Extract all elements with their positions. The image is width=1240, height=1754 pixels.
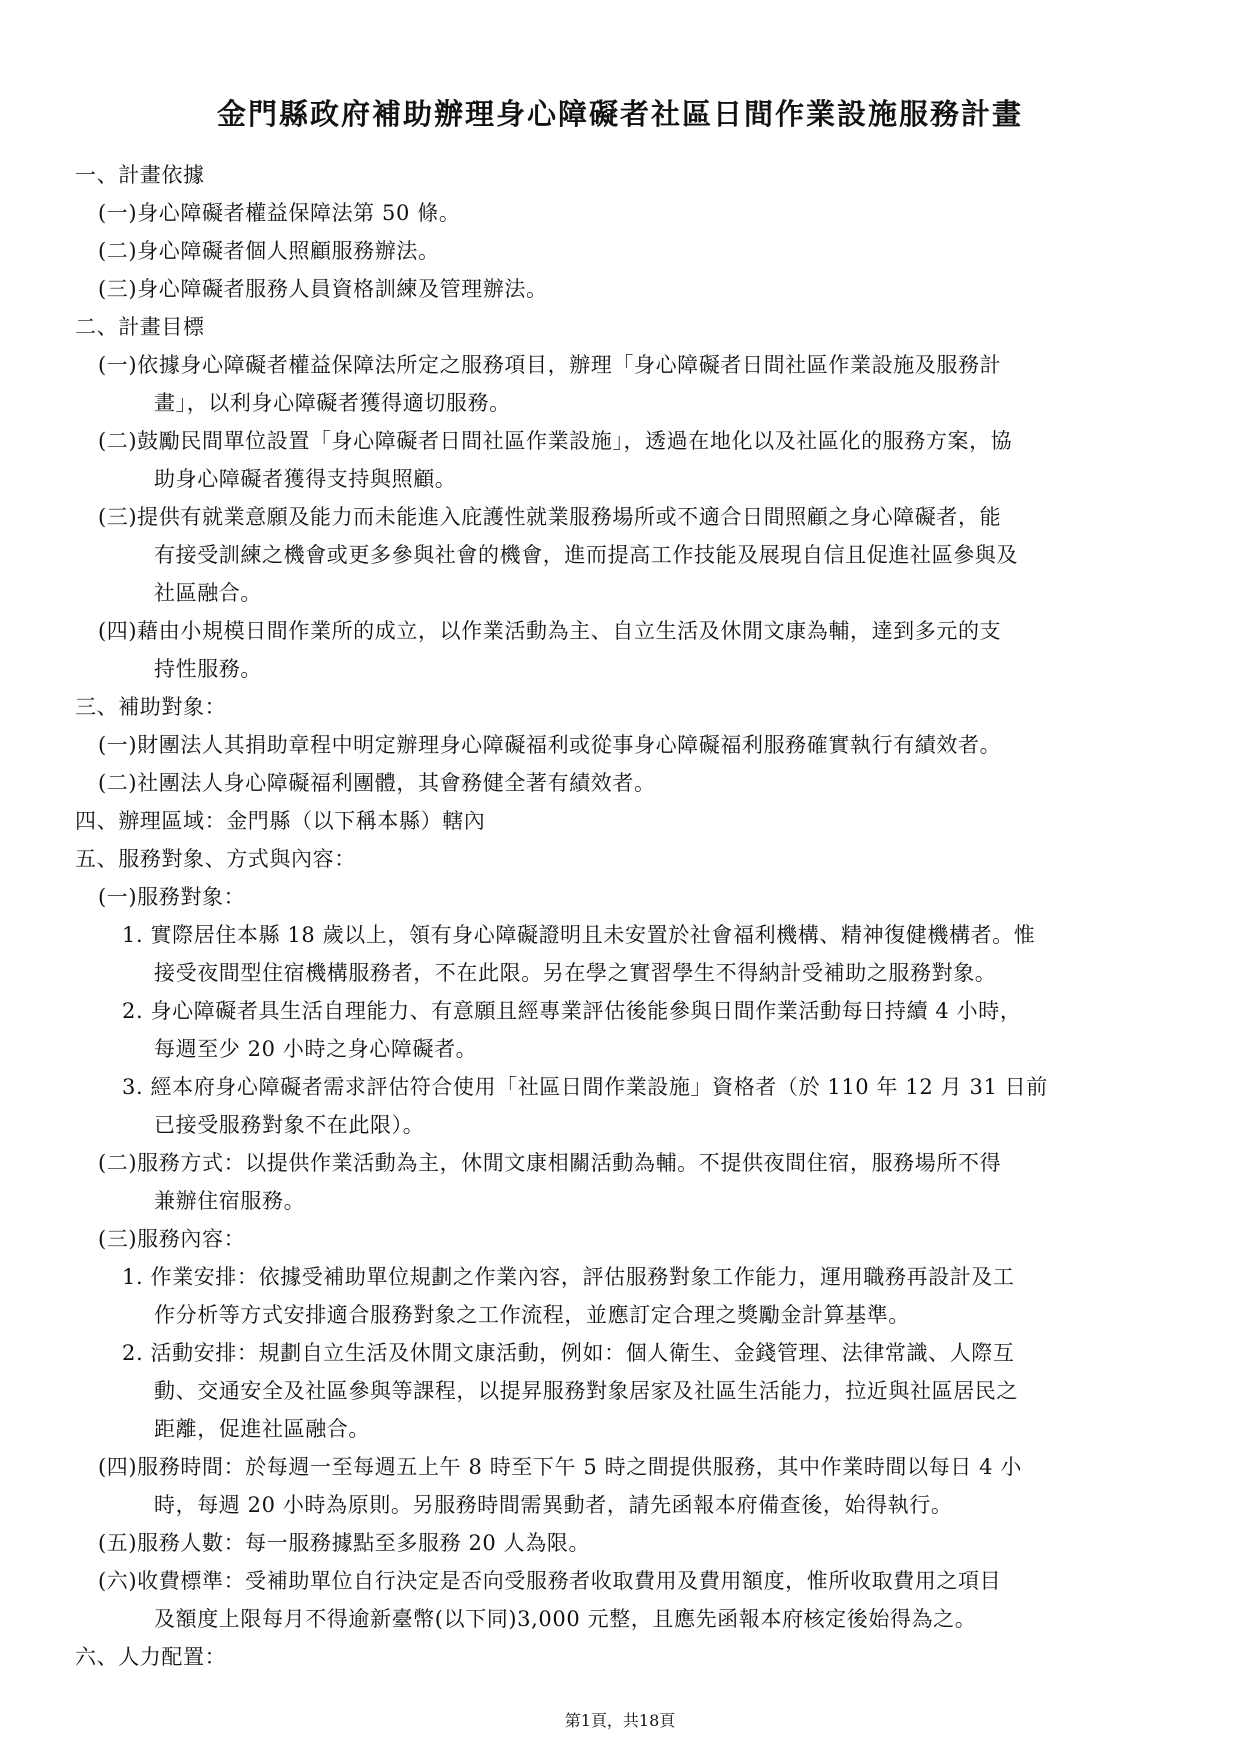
section-heading: 三、補助對象： bbox=[75, 695, 227, 719]
list-item-continuation: 社區融合。 bbox=[154, 581, 262, 605]
list-item: (三)提供有就業意願及能力而未能進入庇護性就業服務場所或不適合日間照顧之身心障礙者，能 bbox=[98, 505, 1002, 529]
numbered-item-continuation: 作分析等方式安排適合服務對象之工作流程，並應訂定合理之獎勵金計算基準。 bbox=[154, 1303, 910, 1327]
numbered-item-continuation: 每週至少 20 小時之身心障礙者。 bbox=[154, 1037, 478, 1061]
list-item-continuation: 持性服務。 bbox=[154, 657, 262, 681]
page-number: 第1頁，共18頁 bbox=[564, 1711, 676, 1730]
list-item-continuation: 兼辦住宿服務。 bbox=[154, 1189, 306, 1213]
numbered-item-continuation: 距離，促進社區融合。 bbox=[154, 1417, 370, 1441]
list-item: (六)收費標準：受補助單位自行決定是否向受服務者收取費用及費用額度，惟所收取費用之項目 bbox=[98, 1569, 1002, 1593]
section-heading: 四、辦理區域：金門縣（以下稱本縣）轄內 bbox=[75, 809, 486, 833]
list-item: (五)服務人數：每一服務據點至多服務 20 人為限。 bbox=[98, 1531, 591, 1555]
section-heading: 五、服務對象、方式與內容： bbox=[75, 847, 356, 871]
list-item-continuation: 助身心障礙者獲得支持與照顧。 bbox=[154, 467, 457, 491]
section-heading: 一、計畫依據 bbox=[75, 163, 205, 187]
list-item: (一)身心障礙者權益保障法第 50 條。 bbox=[98, 201, 461, 225]
numbered-item: 1. 實際居住本縣 18 歲以上，領有身心障礙證明且未安置於社會福利機構、精神復健機構者。惟 bbox=[122, 923, 1036, 947]
numbered-item: 1. 作業安排：依據受補助單位規劃之作業內容，評估服務對象工作能力，運用職務再設計及工 bbox=[122, 1265, 1015, 1289]
numbered-item: 2. 身心障礙者具生活自理能力、有意願且經專業評估後能參與日間作業活動每日持續 4 小時， bbox=[122, 999, 1022, 1023]
list-item: (一)依據身心障礙者權益保障法所定之服務項目，辦理「身心障礙者日間社區作業設施及服務計 bbox=[98, 353, 1002, 377]
list-item: (一)服務對象： bbox=[98, 885, 246, 909]
list-item-continuation: 時，每週 20 小時為原則。另服務時間需異動者，請先函報本府備查後，始得執行。 bbox=[154, 1493, 953, 1517]
numbered-item-continuation: 動、交通安全及社區參與等課程，以提昇服務對象居家及社區生活能力，拉近與社區居民之 bbox=[154, 1379, 1018, 1403]
list-item: (二)鼓勵民間單位設置「身心障礙者日間社區作業設施」，透過在地化以及社區化的服務方案，協 bbox=[98, 429, 1013, 453]
document-title: 金門縣政府補助辦理身心障礙者社區日間作業設施服務計畫 bbox=[216, 97, 1023, 131]
document-body bbox=[75, 156, 1175, 1676]
list-item: (二)身心障礙者個人照顧服務辦法。 bbox=[98, 239, 440, 263]
list-item: (四)服務時間：於每週一至每週五上午 8 時至下午 5 時之間提供服務，其中作業時間以每日 4 小 bbox=[98, 1455, 1022, 1479]
list-item: (二)服務方式：以提供作業活動為主，休閒文康相關活動為輔。不提供夜間住宿，服務場所不得 bbox=[98, 1151, 1002, 1175]
list-item-continuation: 及額度上限每月不得逾新臺幣(以下同)3,000 元整，且應先函報本府核定後始得為之。 bbox=[154, 1607, 977, 1631]
list-item: (二)社團法人身心障礙福利團體，其會務健全著有績效者。 bbox=[98, 771, 656, 795]
section-heading: 二、計畫目標 bbox=[75, 315, 205, 339]
numbered-item: 2. 活動安排：規劃自立生活及休閒文康活動，例如：個人衛生、金錢管理、法律常識、人際互 bbox=[122, 1341, 1015, 1365]
section-heading: 六、人力配置： bbox=[75, 1645, 227, 1669]
list-item-continuation: 有接受訓練之機會或更多參與社會的機會，進而提高工作技能及展現自信且促進社區參與及 bbox=[154, 543, 1018, 567]
numbered-item-continuation: 接受夜間型住宿機構服務者，不在此限。另在學之實習學生不得納計受補助之服務對象。 bbox=[154, 961, 997, 985]
list-item: (三)服務內容： bbox=[98, 1227, 246, 1251]
list-item-continuation: 畫」，以利身心障礙者獲得適切服務。 bbox=[154, 391, 511, 415]
numbered-item-continuation: 已接受服務對象不在此限）。 bbox=[154, 1113, 425, 1137]
list-item: (三)身心障礙者服務人員資格訓練及管理辦法。 bbox=[98, 277, 548, 301]
numbered-item: 3. 經本府身心障礙者需求評估符合使用「社區日間作業設施」資格者（於 110 年 12 月 31 日前 bbox=[122, 1075, 1048, 1099]
list-item: (一)財團法人其捐助章程中明定辦理身心障礙福利或從事身心障礙福利服務確實執行有績效者。 bbox=[98, 733, 1002, 757]
list-item: (四)藉由小規模日間作業所的成立，以作業活動為主、自立生活及休閒文康為輔，達到多元的支 bbox=[98, 619, 1002, 643]
